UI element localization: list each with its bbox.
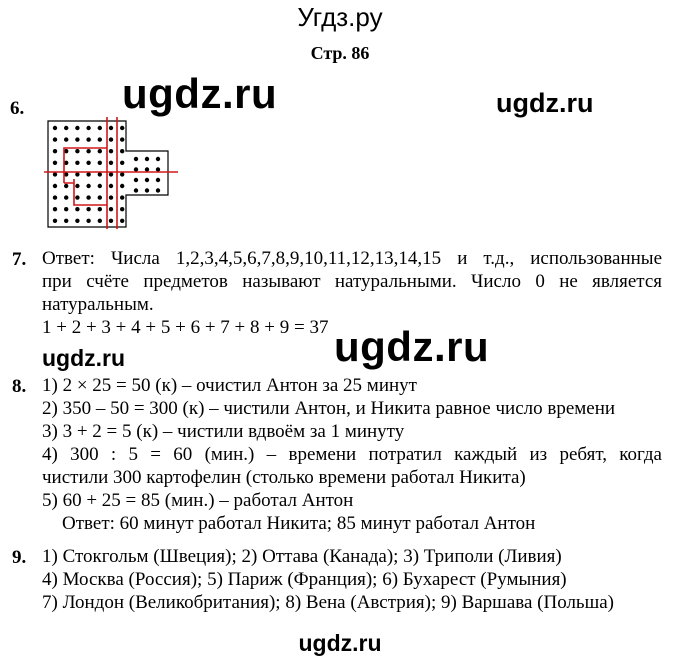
grid-dot <box>120 149 124 153</box>
watermark-bottom: ugdz.ru <box>298 630 382 656</box>
grid-dot <box>120 126 124 130</box>
grid-dot <box>64 207 68 211</box>
grid-dot <box>156 167 160 171</box>
grid-dot <box>98 149 102 153</box>
watermark-top-left: ugdz.ru <box>122 70 278 117</box>
grid-dot <box>75 137 79 141</box>
grid-dot <box>53 149 57 153</box>
grid-dot <box>64 195 68 199</box>
grid-dot <box>86 161 90 165</box>
grid-dot <box>156 188 160 192</box>
task-9-line-1: 1) Стокгольм (Швеция); 2) Оттава (Канада); 3) Триполи (Ливия) <box>42 546 562 567</box>
task-8-number: 8. <box>12 376 27 397</box>
grid-dot <box>109 195 113 199</box>
grid-dot <box>109 172 113 176</box>
grid-dot <box>98 126 102 130</box>
grid-dot <box>75 172 79 176</box>
grid-dot <box>86 219 90 223</box>
grid-dot <box>53 137 57 141</box>
grid-dot <box>75 219 79 223</box>
site-title: Угдз.ру <box>297 2 383 32</box>
task-8-line-2: 2) 350 – 50 = 300 (к) – чистили Антон, и Никита равное число времени <box>42 398 616 419</box>
grid-dot <box>109 219 113 223</box>
grid-dot <box>64 219 68 223</box>
grid-dot <box>53 184 57 188</box>
grid-dot <box>86 207 90 211</box>
task-8-line-4: 4) 300 : 5 = 60 (мин.) – времени потратил каждый из ребят, когда <box>42 444 662 465</box>
grid-dot <box>120 137 124 141</box>
grid-dot <box>109 161 113 165</box>
task-6-figure <box>44 113 180 236</box>
task-8-line-1: 1) 2 × 25 = 50 (к) – очистил Антон за 25 минут <box>42 375 417 396</box>
watermark-top-right: ugdz.ru <box>496 88 594 118</box>
grid-dot <box>109 184 113 188</box>
task-7-line-1: Ответ: Числа 1,2,3,4,5,6,7,8,9,10,11,12,13,14,15 и т.д., использованные <box>42 248 662 269</box>
grid-dot <box>109 137 113 141</box>
grid-dot <box>75 195 79 199</box>
grid-dot <box>120 161 124 165</box>
grid-dot <box>64 126 68 130</box>
task-9-number: 9. <box>12 547 27 568</box>
grid-dot <box>75 161 79 165</box>
grid-dot <box>98 184 102 188</box>
grid-dot <box>109 207 113 211</box>
grid-dot <box>64 137 68 141</box>
grid-dot <box>120 172 124 176</box>
grid-dot <box>134 157 138 161</box>
page-number: Стр. 86 <box>310 43 370 63</box>
grid-dot <box>120 184 124 188</box>
grid-dot <box>53 219 57 223</box>
grid-dot <box>86 149 90 153</box>
task-7-line-2: при счёте предметов называют натуральными. Число 0 не является <box>42 271 662 292</box>
task-7-line-4: 1 + 2 + 3 + 4 + 5 + 6 + 7 + 8 + 9 = 37 <box>42 317 329 338</box>
grid-dot <box>98 172 102 176</box>
grid-dot <box>98 137 102 141</box>
grid-dot <box>86 195 90 199</box>
task-8-line-6: 5) 60 + 25 = 85 (мин.) – работал Антон <box>42 490 354 511</box>
grid-dot <box>134 167 138 171</box>
grid-dot <box>64 184 68 188</box>
grid-dot <box>53 161 57 165</box>
grid-dot <box>98 207 102 211</box>
grid-dot <box>75 149 79 153</box>
grid-dot <box>98 195 102 199</box>
grid-dot <box>145 188 149 192</box>
grid-dot <box>120 195 124 199</box>
grid-dot <box>53 126 57 130</box>
grid-dot <box>134 178 138 182</box>
task-7-number: 7. <box>12 249 27 270</box>
grid-dot <box>86 126 90 130</box>
task-8-answer: Ответ: 60 минут работал Никита; 85 минут работал Антон <box>62 513 536 534</box>
watermark-mid-center: ugdz.ru <box>334 323 490 370</box>
grid-dot <box>53 207 57 211</box>
task-8-line-5: чистили 300 картофелин (столько времени работал Никита) <box>42 467 526 488</box>
task-6-number: 6. <box>10 98 25 119</box>
watermark-mid-left: ugdz.ru <box>42 345 126 371</box>
grid-dot <box>86 137 90 141</box>
task-7-line-3: натуральным. <box>42 294 154 315</box>
grid-dot <box>86 172 90 176</box>
grid-dot <box>145 178 149 182</box>
task-8-line-3: 3) 3 + 2 = 5 (к) – чистили вдвоём за 1 минуту <box>42 421 405 442</box>
grid-dot <box>156 157 160 161</box>
grid-dot <box>86 184 90 188</box>
dot-grid-figure <box>44 113 180 231</box>
grid-dot <box>120 219 124 223</box>
grid-dot <box>145 157 149 161</box>
grid-dot <box>145 167 149 171</box>
grid-dot <box>109 126 113 130</box>
grid-dot <box>156 178 160 182</box>
grid-dot <box>75 207 79 211</box>
grid-dot <box>134 188 138 192</box>
grid-dot <box>53 195 57 199</box>
task-9-line-3: 7) Лондон (Великобритания); 8) Вена (Австрия); 9) Варшава (Польша) <box>42 592 614 613</box>
grid-dot <box>75 126 79 130</box>
grid-dot <box>98 161 102 165</box>
grid-dot <box>53 172 57 176</box>
task-9-line-2: 4) Москва (Россия); 5) Париж (Франция); 6) Бухарест (Румыния) <box>42 569 567 590</box>
grid-dot <box>120 207 124 211</box>
grid-dot <box>109 149 113 153</box>
grid-dot <box>98 219 102 223</box>
grid-dot <box>75 184 79 188</box>
